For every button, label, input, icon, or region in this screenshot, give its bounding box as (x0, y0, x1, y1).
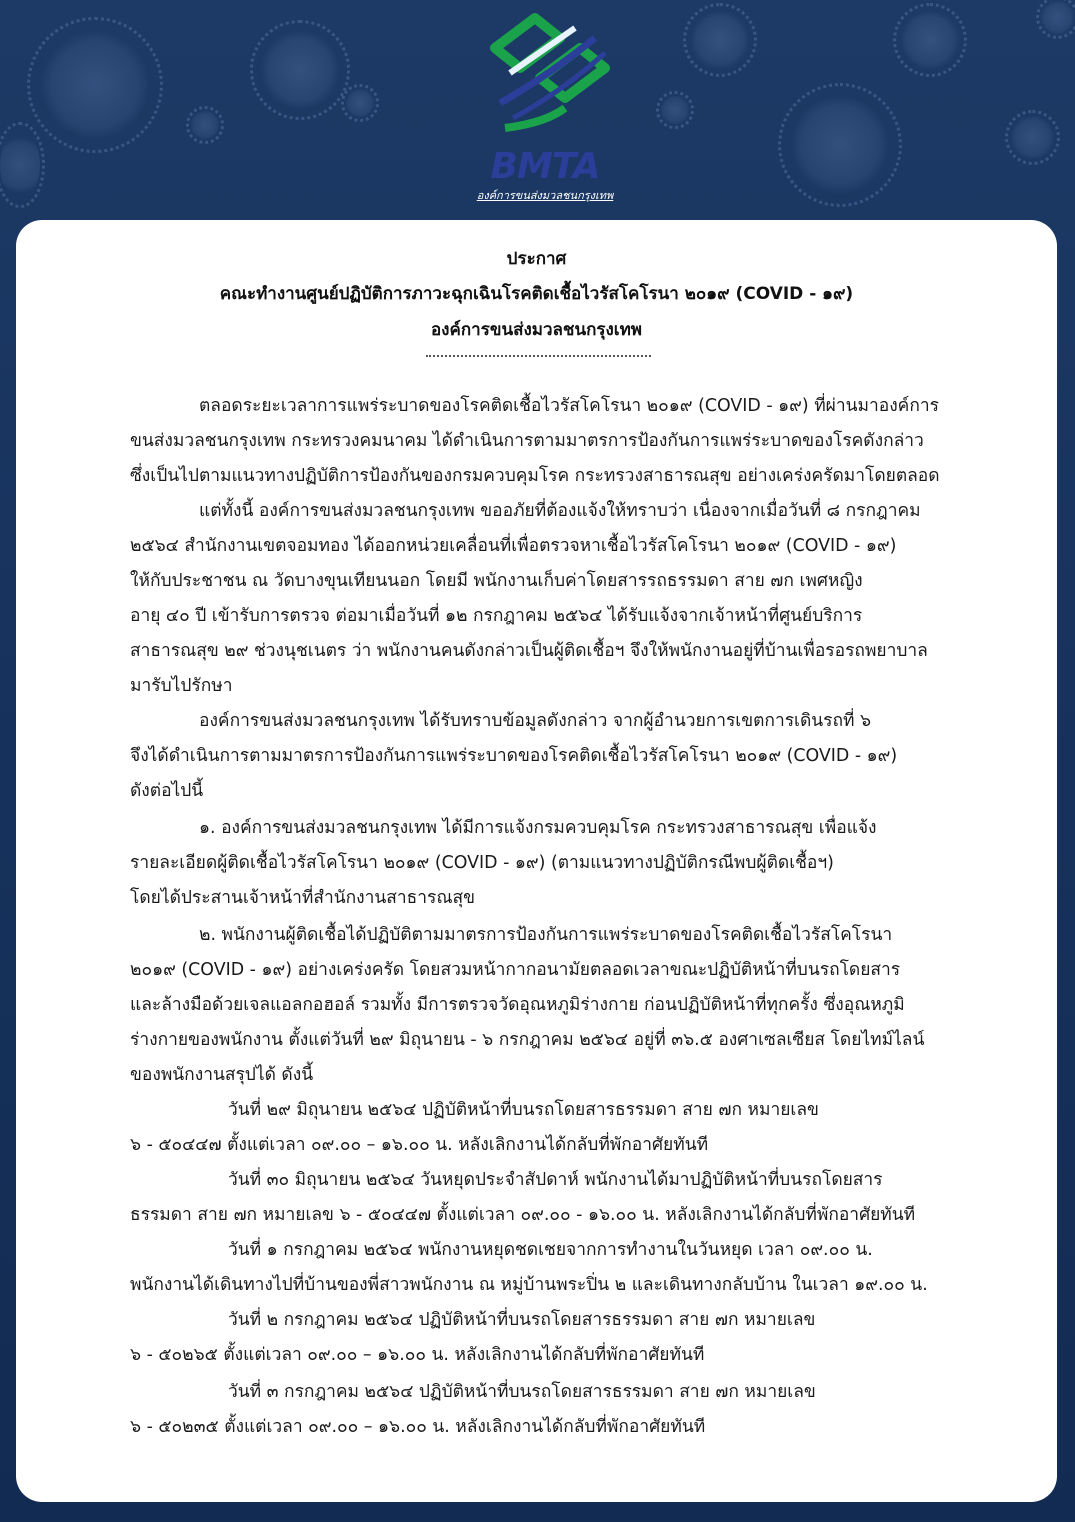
body-line: ธรรมดา สาย ๗ก หมายเลข ๖ - ๕๐๔๔๗ ตั้งแต่เวลา ๐๙.๐๐ - ๑๖.๐๐ น. หลังเลิกงานได้กลับที่พักอาศัยทันที (130, 1205, 916, 1225)
body-line: องค์การขนส่งมวลชนกรุงเทพ ได้รับทราบข้อมูลดังกล่าว จากผู้อำนวยการเขตการเดินรถที่ ๖ (199, 711, 872, 731)
body-line: มารับไปรักษา (130, 676, 233, 696)
body-line: ซึ่งเป็นไปตามแนวทางปฏิบัติการป้องกันของกรมควบคุมโรค กระทรวงสาธารณสุข อย่างเคร่งครัดมาโดยตลอด (130, 466, 940, 486)
virus-decoration (690, 10, 750, 70)
body-line: จึงได้ดำเนินการตามมาตรการป้องกันการแพร่ระบาดของโรคติดเชื้อไวรัสโคโรนา ๒๐๑๙ (COVID - ๑๙) (130, 746, 898, 766)
virus-decoration (790, 95, 890, 195)
body-line: ของพนักงานสรุปได้ ดังนี้ (130, 1065, 314, 1085)
body-line: วันที่ ๓๐ มิถุนายน ๒๕๖๔ วันหยุดประจำสัปดาห์ พนักงานได้มาปฏิบัติหน้าที่บนรถโดยสาร (228, 1170, 883, 1190)
separator (426, 355, 651, 357)
virus-decoration (1040, 0, 1075, 35)
body-line: ขนส่งมวลชนกรุงเทพ กระทรวงคมนาคม ได้ดำเนินการตามมาตรการป้องกันการแพร่ระบาดของโรคดังกล่าว (130, 431, 924, 451)
virus-decoration (0, 130, 40, 200)
body-line: ร่างกายของพนักงาน ตั้งแต่วันที่ ๒๙ มิถุนายน - ๖ กรกฎาคม ๒๕๖๔ อยู่ที่ ๓๖.๕ องศาเซลเซียส โดยไทม์ไลน์ (130, 1030, 925, 1050)
body-line: วันที่ ๒๙ มิถุนายน ๒๕๖๔ ปฏิบัติหน้าที่บนรถโดยสารธรรมดา สาย ๗ก หมายเลข (228, 1100, 819, 1120)
body-line: รายละเอียดผู้ติดเชื้อไวรัสโคโรนา ๒๐๑๙ (COVID - ๑๙) (ตามแนวทางปฏิบัติกรณีพบผู้ติดเชื้อฯ) (130, 853, 834, 873)
virus-decoration (345, 88, 375, 118)
body-line: ตลอดระยะเวลาการแพร่ระบาดของโรคติดเชื้อไวรัสโคโรนา ๒๐๑๙ (COVID - ๑๙) ที่ผ่านมาองค์การ (199, 396, 939, 416)
logo-name: BMTA (490, 146, 600, 187)
body-line: อายุ ๔๐ ปี เข้ารับการตรวจ ต่อมาเมื่อวันที่ ๑๒ กรกฎาคม ๒๕๖๔ ได้รับแจ้งจากเจ้าหน้าที่ศูนย์บริการ (130, 606, 863, 626)
virus-decoration (40, 30, 150, 140)
body-line: โดยได้ประสานเจ้าหน้าที่สำนักงานสาธารณสุข (130, 888, 476, 908)
announcement-title: ประกาศ (506, 249, 567, 269)
body-line: วันที่ ๒ กรกฎาคม ๒๕๖๔ ปฏิบัติหน้าที่บนรถโดยสารธรรมดา สาย ๗ก หมายเลข (228, 1310, 816, 1330)
body-line: สาธารณสุข ๒๙ ช่วงนุชเนตร ว่า พนักงานคนดังกล่าวเป็นผู้ติดเชื้อฯ จึงให้พนักงานอยู่ที่บ้านเพื่อรอรถพยาบาล (130, 641, 928, 661)
body-line: วันที่ ๓ กรกฎาคม ๒๕๖๔ ปฏิบัติหน้าที่บนรถโดยสารธรรมดา สาย ๗ก หมายเลข (228, 1382, 816, 1402)
logo-subtitle: องค์การขนส่งมวลชนกรุงเทพ (476, 189, 614, 202)
announcement-card (16, 220, 1057, 1502)
body-line: ๑. องค์การขนส่งมวลชนกรุงเทพ ได้มีการแจ้งกรมควบคุมโรค กระทรวงสาธารณสุข เพื่อแจ้ง (199, 818, 877, 838)
body-line: พนักงานได้เดินทางไปที่บ้านของพี่สาวพนักงาน ณ หมู่บ้านพระปิ่น ๒ และเดินทางกลับบ้าน ในเวลา ๑๙.๐๐ น. (130, 1275, 928, 1295)
announcement-subtitle: คณะทำงานศูนย์ปฏิบัติการภาวะฉุกเฉินโรคติดเชื้อไวรัสโคโรนา ๒๐๑๙ (COVID - ๑๙) (219, 284, 854, 304)
body-line: ๒๕๖๔ สำนักงานเขตจอมทอง ได้ออกหน่วยเคลื่อนที่เพื่อตรวจหาเชื้อไวรัสโคโรนา ๒๐๑๙ (COVID - ๑๙) (130, 536, 897, 556)
virus-decoration (260, 30, 340, 110)
body-line: ๖ - ๕๐๔๔๗ ตั้งแต่เวลา ๐๙.๐๐ – ๑๖.๐๐ น. หลังเลิกงานได้กลับที่พักอาศัยทันที (130, 1135, 709, 1155)
body-line: ๒. พนักงานผู้ติดเชื้อได้ปฏิบัติตามมาตรการป้องกันการแพร่ระบาดของโรคติดเชื้อไวรัสโคโรนา (199, 925, 893, 945)
virus-decoration (900, 10, 960, 70)
bmta-emblem-icon (465, 8, 625, 148)
announcement-org: องค์การขนส่งมวลชนกรุงเทพ (430, 320, 643, 340)
virus-decoration (660, 95, 690, 125)
bmta-logo (465, 8, 625, 208)
body-line: ๒๐๑๙ (COVID - ๑๙) อย่างเคร่งครัด โดยสวมหน้ากากอนามัยตลอดเวลาขณะปฏิบัติหน้าที่บนรถโดยสาร (130, 960, 901, 980)
body-line: ให้กับประชาชน ณ วัดบางขุนเทียนนอก โดยมี พนักงานเก็บค่าโดยสารรถธรรมดา สาย ๗ก เพศหญิง (130, 571, 863, 591)
body-line: ๖ - ๕๐๒๓๕ ตั้งแต่เวลา ๐๙.๐๐ – ๑๖.๐๐ น. หลังเลิกงานได้กลับที่พักอาศัยทันที (130, 1417, 706, 1437)
body-line: ๖ - ๕๐๒๖๕ ตั้งแต่เวลา ๐๙.๐๐ – ๑๖.๐๐ น. หลังเลิกงานได้กลับที่พักอาศัยทันที (130, 1345, 705, 1365)
virus-decoration (1010, 115, 1055, 160)
body-line: วันที่ ๑ กรกฎาคม ๒๕๖๔ พนักงานหยุดชดเชยจากการทำงานในวันหยุด เวลา ๐๙.๐๐ น. (228, 1240, 873, 1260)
body-line: และล้างมือด้วยเจลแอลกอฮอล์ รวมทั้ง มีการตรวจวัดอุณหภูมิร่างกาย ก่อนปฏิบัติหน้าที่ทุกครั้ง ซึ่งอุณหภูมิ (130, 995, 905, 1015)
body-line: แต่ทั้งนี้ องค์การขนส่งมวลชนกรุงเทพ ขออภัยที่ต้องแจ้งให้ทราบว่า เนื่องจากเมื่อวันที่ ๘ กรกฎาคม (199, 501, 921, 521)
body-line: ดังต่อไปนี้ (130, 781, 204, 801)
virus-decoration (190, 110, 220, 140)
